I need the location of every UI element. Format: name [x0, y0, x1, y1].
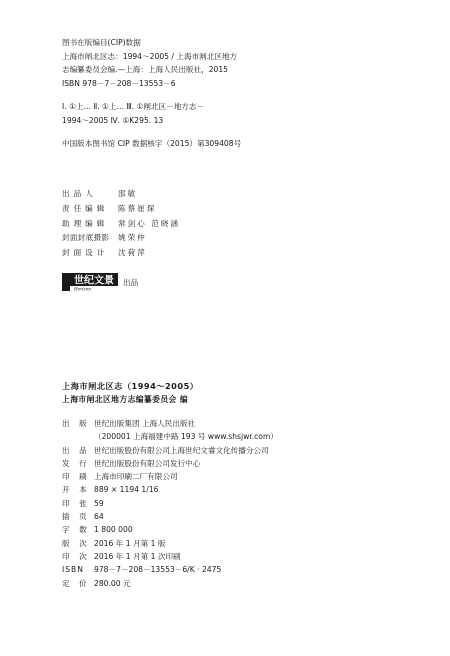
pub-value: 2016 年 1 月第 1 次印刷: [94, 551, 181, 561]
pub-value: 889 × 1194 1/16: [94, 485, 159, 495]
cip-line: 1994～2005 Ⅳ. ①K295. 13: [62, 115, 164, 125]
pub-value: 64: [94, 512, 104, 522]
pub-label: 印 刷: [62, 472, 88, 482]
cip-line: 志编纂委员会编.—上海：上海人民出版社，2015: [62, 65, 229, 74]
credit-row: [62, 217, 180, 232]
pub-value: 978－7－208－13553－6/K · 2475: [94, 565, 222, 575]
credit-name: 沈荷萍: [118, 248, 147, 258]
pub-row: [62, 470, 278, 483]
pub-row: [62, 577, 278, 590]
pub-value: 世纪出版股份有限公司发行中心: [94, 458, 201, 468]
pub-row: [62, 523, 278, 536]
pub-value: 世纪出版股份有限公司上海世纪文睿文化传播分公司: [94, 445, 269, 455]
cip-block: [62, 36, 392, 151]
pub-label: [62, 430, 94, 443]
credit-role: 责任编辑: [62, 203, 109, 213]
publication-info: [62, 417, 278, 590]
pub-row: [62, 497, 278, 510]
pub-row: [62, 563, 278, 576]
pub-label: 出 品: [62, 445, 88, 455]
pub-value: 280.00 元: [94, 578, 131, 588]
pub-label: 字 数: [62, 525, 88, 535]
pub-label: 印 次: [62, 551, 88, 561]
book-info: [62, 379, 198, 407]
pub-value: 1 800 000: [94, 525, 133, 535]
credit-name: 姚荣仲: [118, 233, 147, 243]
credit-role: 助理编辑: [62, 218, 109, 228]
pub-label: 发 行: [62, 458, 88, 468]
pub-value: （200001 上海福建中路 193 号 www.shsjwr.com）: [94, 432, 278, 442]
pub-label: 插 页: [62, 512, 88, 522]
cip-title: 图书在版编目(CIP)数据: [62, 38, 141, 47]
credit-row: [62, 231, 180, 246]
credit-row: [62, 187, 180, 202]
pub-row: [62, 444, 278, 457]
credit-role: 出品人: [62, 189, 97, 198]
pub-row: [62, 417, 278, 430]
cip-classification: [62, 100, 392, 127]
pub-label: 出 版: [62, 419, 88, 428]
book-title: 上海市闸北区志（1994～2005）: [62, 381, 199, 391]
pub-row: [62, 457, 278, 470]
pub-value: 上海市印刷二厂有限公司: [94, 472, 178, 482]
logo-brand-text: 世纪文景: [74, 275, 114, 287]
credit-row: [62, 202, 180, 217]
credit-role: 封面封底摄影: [62, 233, 110, 243]
book-editor: 上海市闸北区地方志编纂委员会 编: [62, 395, 189, 404]
credit-name: 陈蔡崔琛: [118, 203, 157, 213]
credits: [62, 187, 180, 261]
logo-suffix: 出品: [123, 278, 139, 287]
pub-row: [62, 537, 278, 550]
pub-value: 世纪出版集团 上海人民出版社: [94, 419, 196, 428]
pub-row: [62, 430, 278, 443]
cip-line: Ⅰ. ①上… Ⅱ. ①上… Ⅲ. ①闸北区－地方志－: [62, 102, 205, 111]
pub-label: 开 本: [62, 485, 88, 495]
cip-line: 上海市闸北区志：1994～2005 / 上海市闸北区地方: [62, 51, 238, 61]
logo-brand-en: Horizon: [74, 286, 91, 292]
credit-role: 封面设计: [62, 248, 109, 258]
pub-value: 2016 年 1 月第 1 版: [94, 538, 166, 548]
publisher-logo: [62, 272, 138, 292]
cip-line: ISBN 978－7－208－13553－6: [62, 78, 176, 88]
cip-record-number: 中国版本图书馆 CIP 数据核字（2015）第309408号: [62, 139, 242, 148]
credit-name: 邵敏: [118, 189, 138, 198]
pub-label: 版 次: [62, 538, 88, 548]
pub-row: [62, 510, 278, 523]
pub-label: ISBN: [62, 565, 84, 575]
pub-label: 定 价: [62, 578, 88, 588]
pub-row: [62, 550, 278, 563]
credit-row: [62, 246, 180, 261]
pub-label: 印 张: [62, 498, 88, 508]
credit-name: 常剑心 范晓涵: [118, 218, 180, 228]
pub-row: [62, 483, 278, 496]
horizon-logo-icon: [62, 272, 120, 292]
pub-value: 59: [94, 498, 104, 508]
